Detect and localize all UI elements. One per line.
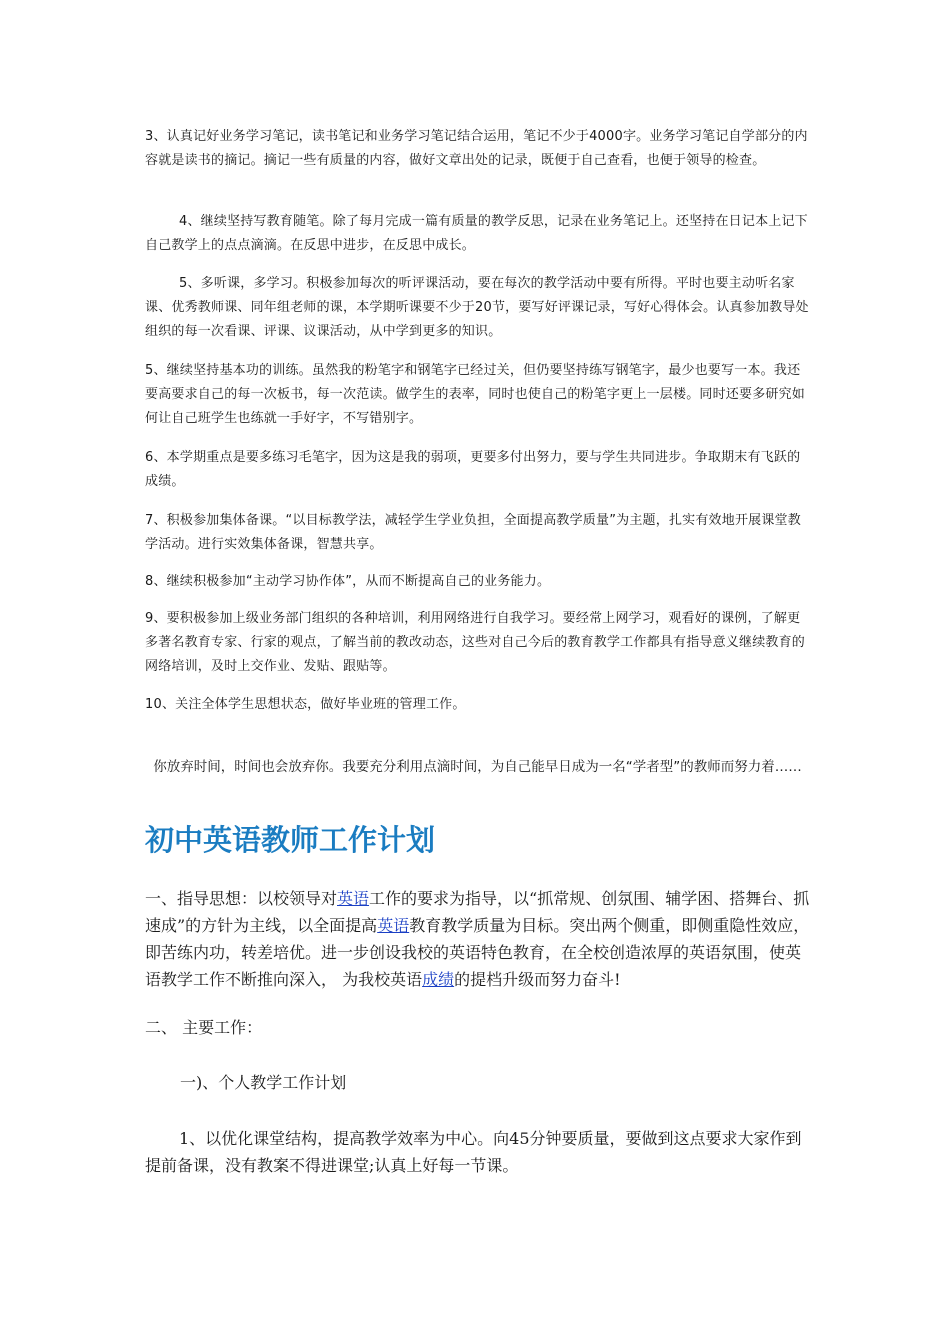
guiding-thought-paragraph xyxy=(145,885,810,993)
section-heading-main-work: 二、 主要工作： xyxy=(145,1018,263,1037)
paragraph-item-10: 10、关注全体学生思想状态，做好毕业班的管理工作。 xyxy=(145,697,466,712)
paragraph-item-4: 4、继续坚持写教育随笔。除了每月完成一篇有质量的教学反思，记录在业务笔记上。还坚持在日记本上记下自己教学上的点点滴滴。在反思中进步，在反思中成长。 xyxy=(145,214,808,253)
paragraph-item-7: 7、积极参加集体备课。“以目标教学法，减轻学生学业负担，全面提高教学质量”为主题，扎实有效地开展课堂教学活动。进行实效集体备课，智慧共享。 xyxy=(145,513,801,552)
closing-statement: 你放弃时间，时间也会放弃你。我要充分利用点滴时间，为自己能早日成为一名“学者型”的教师而努力着…… xyxy=(153,759,802,775)
guiding-text-3: 教育教学质量为目标。突出两个侧重，即侧重隐性效应，即苦练内功，转差培优。进一步创设我校的英语特色教育，在全校创造浓厚的英语氛围，使英语教学工作不断推向深入， 为我校英语 xyxy=(145,916,810,989)
english-link-1[interactable]: 英语 xyxy=(337,889,370,908)
paragraph-item-8: 8、继续积极参加“主动学习协作体”，从而不断提高自己的业务能力。 xyxy=(145,574,551,589)
paragraph-item-5a: 5、多听课，多学习。积极参加每次的听评课活动，要在每次的教学活动中要有所得。平时也要主动听名家课、优秀教师课、同年组老师的课，本学期听课要不少于20节，要写好评课记录，写好心得体会。认真参加教导处组织的每一次看课、评课、议课活动，从中学到更多的知识。 xyxy=(145,276,809,339)
paragraph-plan-item-1: 1、以优化课堂结构，提高教学效率为中心。向45分钟要质量，要做到这点要求大家作到提前备课，没有教案不得进课堂;认真上好每一节课。 xyxy=(145,1129,802,1175)
grades-link[interactable]: 成绩 xyxy=(422,970,455,989)
paragraph-item-9: 9、要积极参加上级业务部门组织的各种培训，利用网络进行自我学习。要经常上网学习，观看好的课例，了解更多著名教育专家、行家的观点，了解当前的教改动态，这些对自己今后的教育教学工作都具有指导意义继续教育的网络培训，及时上交作业、发贴、跟贴等。 xyxy=(145,611,806,674)
english-link-2[interactable]: 英语 xyxy=(377,916,410,935)
paragraph-item-5b: 5、继续坚持基本功的训练。虽然我的粉笔字和钢笔字已经过关，但仍要坚持练写钢笔字，最少也要写一本。我还要高要求自己的每一次板书，每一次范读。做学生的表率，同时也使自己的粉笔字更上一层楼。同时还要多研究如何让自己班学生也练就一手好字，不写错别字。 xyxy=(145,363,806,426)
guiding-text-4: 的提档升级而努力奋斗! xyxy=(454,970,621,989)
guiding-text-2: 工作的要求为指导，以“抓常规、创氛围、辅学困、搭舞台、抓速成”的方针为主线，以全面提高 xyxy=(145,889,810,935)
paragraph-item-6: 6、本学期重点是要多练习毛笔字，因为这是我的弱项，更要多付出努力，要与学生共同进步。争取期末有飞跃的成绩。 xyxy=(145,450,801,489)
subheading-personal-plan: 一)、个人教学工作计划 xyxy=(180,1073,347,1092)
paragraph-item-3: 3、认真记好业务学习笔记，读书笔记和业务学习笔记结合运用，笔记不少于4000字。业务学习笔记自学部分的内容就是读书的摘记。摘记一些有质量的内容，做好文章出处的记录，既便于自己查看，也便于领导的检查。 xyxy=(145,129,808,168)
guiding-text-1: 一、指导思想：以校领导对 xyxy=(145,889,338,908)
page-title: 初中英语教师工作计划 xyxy=(145,823,436,857)
